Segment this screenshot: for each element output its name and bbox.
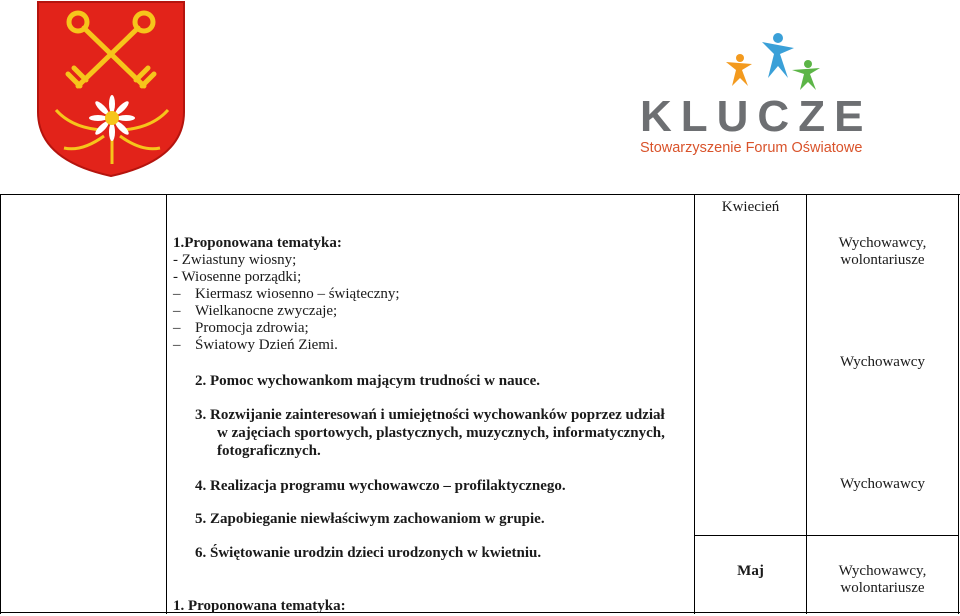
task-item-4: 4. Realizacja programu wychowawczo – profilaktycznego. bbox=[195, 478, 566, 494]
may-topics-heading: 1. Proponowana tematyka: bbox=[173, 598, 346, 614]
topic-item: – Światowy Dzień Ziemi. bbox=[173, 337, 338, 353]
responsible-cell: Wychowawcy bbox=[840, 476, 925, 492]
topic-item: - Wiosenne porządki; bbox=[173, 269, 302, 285]
responsible-cell: wolontariusze bbox=[840, 252, 925, 268]
table-top-border bbox=[0, 194, 960, 195]
logo-subtitle: Stowarzyszenie Forum Oświatowe bbox=[640, 140, 863, 156]
table-right-border bbox=[958, 195, 959, 614]
task-item-2: 2. Pomoc wychowankom mającym trudności w nauce. bbox=[195, 373, 540, 389]
task-item-6: 6. Świętowanie urodzin dzieci urodzonych w kwietniu. bbox=[195, 545, 542, 561]
topic-item: - Zwiastuny wiosny; bbox=[173, 252, 297, 268]
row-divider bbox=[694, 535, 958, 536]
topic-item: – Kiermasz wiosenno – świąteczny; bbox=[173, 286, 400, 302]
table-left-border bbox=[0, 195, 1, 614]
column-divider bbox=[166, 195, 167, 614]
topic-item: – Promocja zdrowia; bbox=[173, 320, 309, 336]
task-item-5: 5. Zapobieganie niewłaściwym zachowaniom w grupie. bbox=[195, 511, 545, 527]
month-may: Maj bbox=[737, 563, 764, 579]
task-item-3-line: 3. Rozwijanie zainteresowań i umiejętności wychowanków poprzez udział bbox=[195, 407, 665, 423]
responsible-cell: Wychowawcy, bbox=[838, 235, 927, 251]
column-divider bbox=[694, 195, 695, 614]
topic-item: – Wielkanocne zwyczaje; bbox=[173, 303, 338, 319]
responsible-cell: Wychowawcy, bbox=[838, 563, 927, 579]
responsible-cell: wolontariusze bbox=[840, 580, 925, 596]
topics-heading: 1.Proponowana tematyka: bbox=[173, 235, 342, 251]
table-bottom-border bbox=[0, 612, 960, 613]
month-april: Kwiecień bbox=[721, 199, 780, 215]
task-item-3-line: w zajęciach sportowych, plastycznych, muzycznych, informatycznych, bbox=[217, 425, 665, 441]
responsible-cell: Wychowawcy bbox=[840, 354, 925, 370]
task-item-3-line: fotograficznych. bbox=[217, 443, 321, 459]
logo-wordmark: KLUCZE bbox=[640, 92, 873, 141]
